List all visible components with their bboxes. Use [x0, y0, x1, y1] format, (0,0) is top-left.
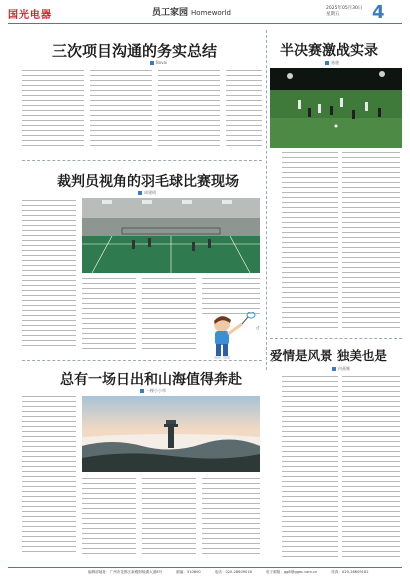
- section-divider: [22, 360, 262, 361]
- article-1-byline: Bovai: [150, 60, 167, 65]
- article-1-column-2: [90, 70, 152, 148]
- football-match-photo: [270, 68, 402, 148]
- byline-marker-icon: [150, 61, 154, 65]
- mountain-sunrise-photo: [82, 396, 260, 472]
- article-4-column-3: [142, 478, 196, 558]
- footer-postcode: 邮编：510800: [176, 570, 201, 574]
- byline-marker-icon: [138, 191, 142, 195]
- dateline: [326, 6, 362, 18]
- article-3-column-1: [22, 200, 76, 350]
- page-footer: [8, 567, 402, 575]
- byline-marker-icon: [332, 367, 336, 371]
- article-4-title: 总有一场日出和山海值得奔赴: [60, 372, 242, 388]
- masthead-rule: [8, 23, 402, 24]
- page-number: 4: [372, 2, 385, 23]
- article-4-column-4: [202, 478, 260, 558]
- footer-email: 电子邮箱：gg8@ggec.com.cn: [265, 570, 318, 574]
- article-2-title: 半决赛激战实录: [280, 43, 378, 59]
- date-text: 2025年05月30日: [326, 6, 363, 11]
- article-5-title: 爱情是风景 独美也是: [270, 348, 387, 363]
- footer-fax: 传真：020-28609182: [331, 570, 369, 574]
- article-3-title: 裁判员视角的羽毛球比赛现场: [57, 174, 239, 190]
- article-1-column-4: [226, 70, 262, 148]
- footer-phone: 电话：020-28609016: [214, 570, 252, 574]
- article-3-column-2: [82, 278, 136, 350]
- badminton-player-illustration: [204, 312, 260, 362]
- article-2-byline: 骆骏: [325, 60, 339, 66]
- section-title: 员工家园 Homeworld: [152, 8, 231, 18]
- section-title-en: Homeworld: [191, 9, 231, 17]
- article-1-title: 三次项目沟通的务实总结: [52, 42, 218, 60]
- byline-marker-icon: [140, 389, 144, 393]
- article-2-column-2: [342, 152, 400, 332]
- article-2-column-1: [282, 152, 338, 332]
- byline-marker-icon: [325, 61, 329, 65]
- article-5-column-1: [282, 376, 338, 558]
- footer-address: 编辑部地址：广州市花都区新雅街镜湖大道8号: [88, 570, 163, 574]
- article-5-byline: 何燕娜: [332, 366, 350, 372]
- article-1-column-3: [158, 70, 220, 148]
- article-4-column-2: [82, 478, 136, 558]
- article-3-byline: 周建明: [138, 190, 156, 196]
- section-divider: [270, 338, 402, 339]
- article-4-byline: 一棵小小草: [140, 388, 166, 394]
- edition-text: 星期五: [326, 12, 340, 17]
- article-3-column-3: [142, 278, 196, 350]
- article-4-column-1: [22, 396, 76, 556]
- newspaper-logo: 国光电器: [8, 10, 52, 21]
- article-1-column-1: [22, 70, 84, 148]
- article-5-column-2: [342, 376, 400, 558]
- section-divider: [22, 160, 262, 161]
- badminton-match-photo: [82, 198, 260, 273]
- column-divider: [266, 30, 267, 370]
